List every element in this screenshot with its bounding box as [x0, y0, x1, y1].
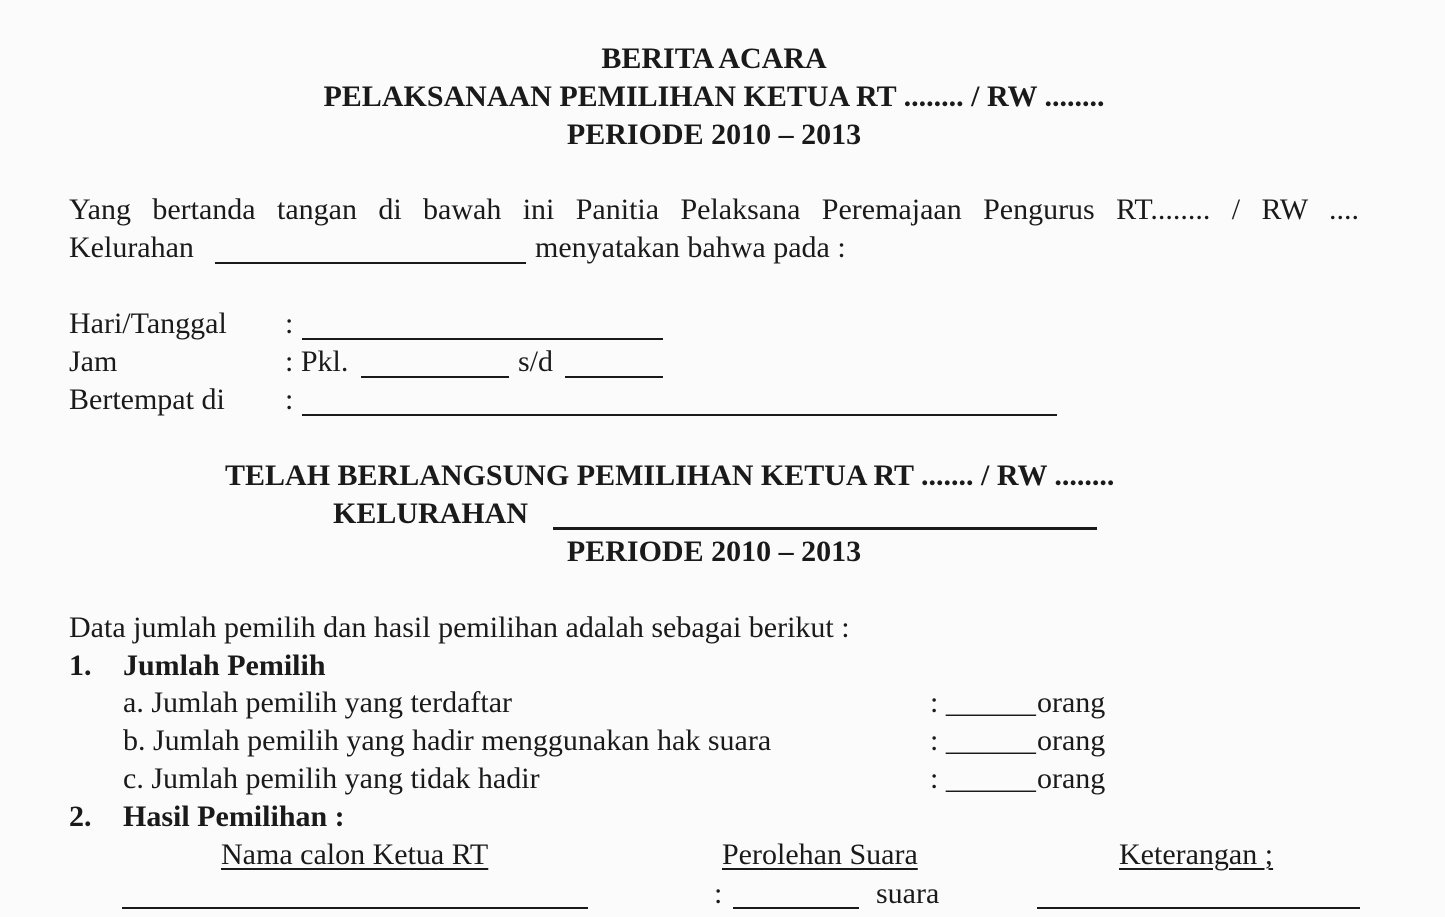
statement-kelurahan-blank [553, 527, 1097, 530]
notes-blank [1037, 907, 1360, 909]
section-1-number: 1. [69, 649, 92, 682]
voter-item-unit: orang [1037, 724, 1106, 757]
data-intro: Data jumlah pemilih dan hasil pemilihan adalah sebagai berikut : [69, 611, 850, 644]
place-blank [302, 414, 1057, 416]
header-candidate-name: Nama calon Ketua RT [221, 838, 489, 871]
section-2-title: Hasil Pemilihan : [123, 800, 345, 833]
time-label: Jam [69, 345, 118, 378]
day-date-label: Hari/Tanggal [69, 307, 227, 340]
voter-item-label: a. Jumlah pemilih yang terdaftar [123, 686, 513, 719]
voter-item-label: c. Jumlah pemilih yang tidak hadir [123, 762, 540, 795]
votes-blank [733, 907, 859, 909]
document-subtitle: PELAKSANAAN PEMILIHAN KETUA RT ........ / RW ........ [323, 80, 1105, 113]
document-title: BERITA ACARA [601, 42, 827, 75]
time-until: s/d [518, 345, 554, 378]
day-date-colon: : [285, 307, 294, 340]
voter-item-blank: : ______ [930, 762, 1036, 795]
kelurahan-blank [215, 262, 526, 264]
statement-period: PERIODE 2010 – 2013 [566, 535, 862, 568]
time-end-blank [565, 376, 663, 378]
intro-line-2-suffix: menyatakan bahwa pada : [535, 231, 846, 264]
voter-item-blank: : ______ [930, 724, 1036, 757]
statement-line-1: TELAH BERLANGSUNG PEMILIHAN KETUA RT ....... / RW ........ [225, 459, 1115, 492]
voter-item-blank: : ______ [930, 686, 1036, 719]
header-notes: Keterangan ; [1119, 838, 1274, 871]
place-colon: : [285, 383, 294, 416]
candidate-name-blank [122, 907, 588, 909]
section-1-title: Jumlah Pemilih [123, 649, 326, 682]
time-start-blank [361, 376, 509, 378]
votes-unit: suara [876, 877, 940, 910]
voter-item-unit: orang [1037, 686, 1106, 719]
document-period: PERIODE 2010 – 2013 [566, 118, 862, 151]
section-2-number: 2. [69, 800, 92, 833]
statement-kelurahan: KELURAHAN [333, 497, 529, 530]
voter-item-unit: orang [1037, 762, 1106, 795]
voter-item-label: b. Jumlah pemilih yang hadir menggunakan hak suara [123, 724, 772, 757]
time-prefix: : Pkl. [285, 345, 349, 378]
day-date-blank [302, 338, 663, 340]
votes-colon: : [714, 877, 723, 910]
intro-line-1: Yang bertanda tangan di bawah ini Panitia Pelaksana Peremajaan Pengurus RT........ / RW .... [69, 193, 1359, 226]
place-label: Bertempat di [69, 383, 225, 416]
header-votes: Perolehan Suara [722, 838, 918, 871]
intro-kelurahan-label: Kelurahan [69, 231, 194, 264]
